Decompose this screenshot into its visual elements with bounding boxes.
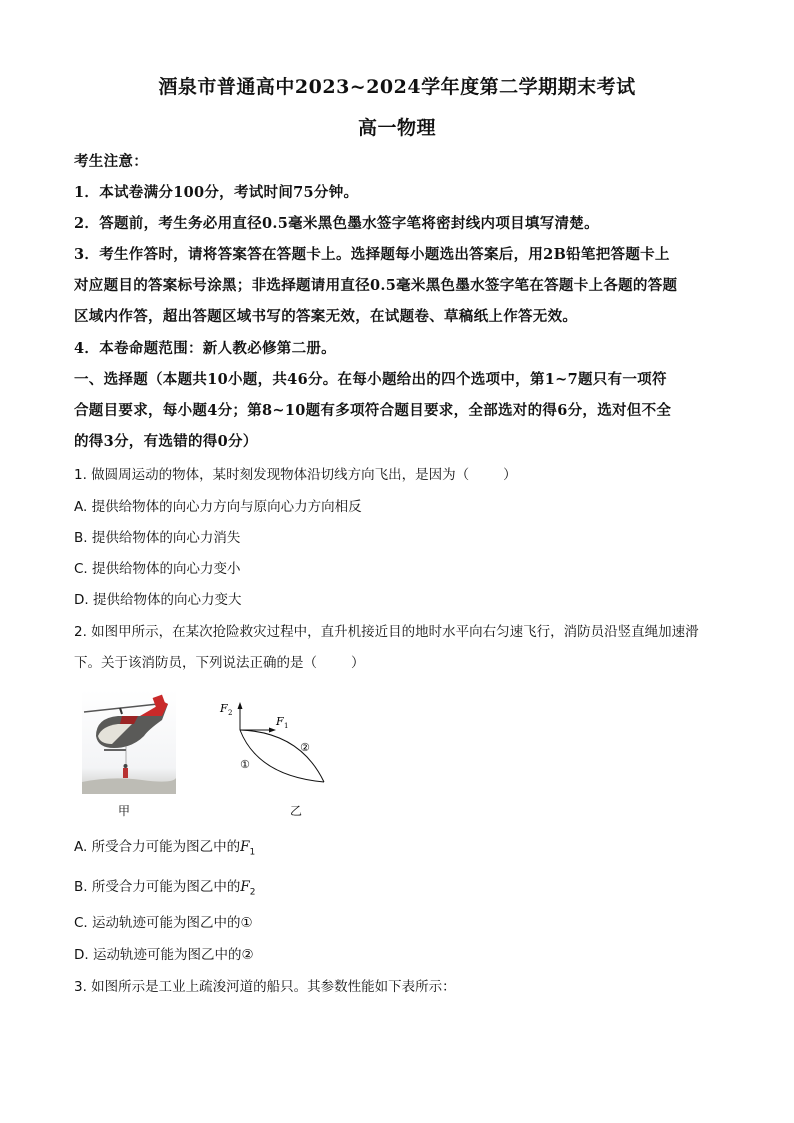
notice-item: 对应题目的答案标号涂黑；非选择题请用直径0.5毫米黑色墨水签字笔在答题卡上各题的答题 (74, 277, 678, 294)
f1-label: F (276, 715, 284, 728)
option-text: B. 所受合力可能为图乙中的 (74, 879, 241, 895)
option-text: A. 所受合力可能为图乙中的 (74, 839, 241, 855)
option-b: B. 提供给物体的向心力消失 (74, 530, 241, 546)
option-a: A. 提供给物体的向心力方向与原向心力方向相反 (74, 499, 362, 515)
f2-label: F (220, 702, 228, 715)
f1-subscript: 1 (284, 722, 289, 730)
option-var: F (240, 839, 250, 855)
stem-text: 下。关于该消防员，下列说法正确的是（ (74, 655, 317, 671)
section-line: 的得3分，有选错的得0分） (74, 433, 258, 450)
option-c: C. 提供给物体的向心力变小 (74, 561, 241, 577)
notice-item: 4．本卷命题范围：新人教必修第二册。 (74, 340, 336, 357)
option-a (74, 835, 255, 858)
stem-close: ） (351, 655, 365, 671)
exam-title: 酒泉市普通高中2023~2024学年度第二学期期末考试 (158, 76, 636, 98)
option-var: F (240, 879, 250, 895)
trajectory-2-label: ② (300, 741, 310, 754)
option-sub: 2 (249, 887, 256, 898)
notice-heading: 考生注意： (74, 153, 148, 170)
stem-text: 1. 做圆周运动的物体，某时刻发现物体沿切线方向飞出，是因为（ (74, 467, 470, 483)
helicopter-photo (82, 690, 176, 794)
question-stem: 3. 如图所示是工业上疏浚河道的船只。其参数性能如下表所示： (74, 979, 456, 995)
question-stem-cont (74, 651, 365, 671)
option-sub: 1 (249, 847, 256, 858)
figure-caption-right: 乙 (290, 804, 303, 818)
question-stem: 2. 如图甲所示，在某次抢险救灾过程中，直升机接近目的地时水平向右匀速飞行，消防员沿竖直绳加速滑 (74, 624, 699, 640)
notice-item: 3．考生作答时，请将答案答在答题卡上。选择题每小题选出答案后，用2B铅笔把答题卡上 (74, 246, 670, 263)
section-line: 一、选择题（本题共10小题，共46分。在每小题给出的四个选项中，第1~7题只有一项符 (74, 371, 667, 388)
f2-subscript: 2 (228, 709, 233, 717)
option-d: D. 运动轨迹可能为图乙中的② (74, 947, 254, 963)
question-stem (74, 463, 517, 483)
notice-item: 区域内作答，超出答题区域书写的答案无效，在试题卷、草稿纸上作答无效。 (74, 308, 578, 325)
option-b (74, 875, 255, 898)
figure-caption-left: 甲 (118, 804, 131, 818)
option-c: C. 运动轨迹可能为图乙中的① (74, 915, 253, 931)
stem-close: ） (503, 467, 517, 483)
option-d: D. 提供给物体的向心力变大 (74, 592, 242, 608)
section-line: 合题目要求，每小题4分；第8~10题有多项符合题目要求，全部选对的得6分，选对但不全 (74, 402, 672, 419)
notice-item: 1．本试卷满分100分，考试时间75分钟。 (74, 184, 359, 201)
trajectory-1-label: ① (240, 758, 250, 771)
notice-item: 2．答题前，考生务必用直径0.5毫米黑色墨水签字笔将密封线内项目填写清楚。 (74, 215, 599, 232)
force-diagram (218, 694, 332, 794)
exam-subtitle: 高一物理 (357, 117, 436, 139)
